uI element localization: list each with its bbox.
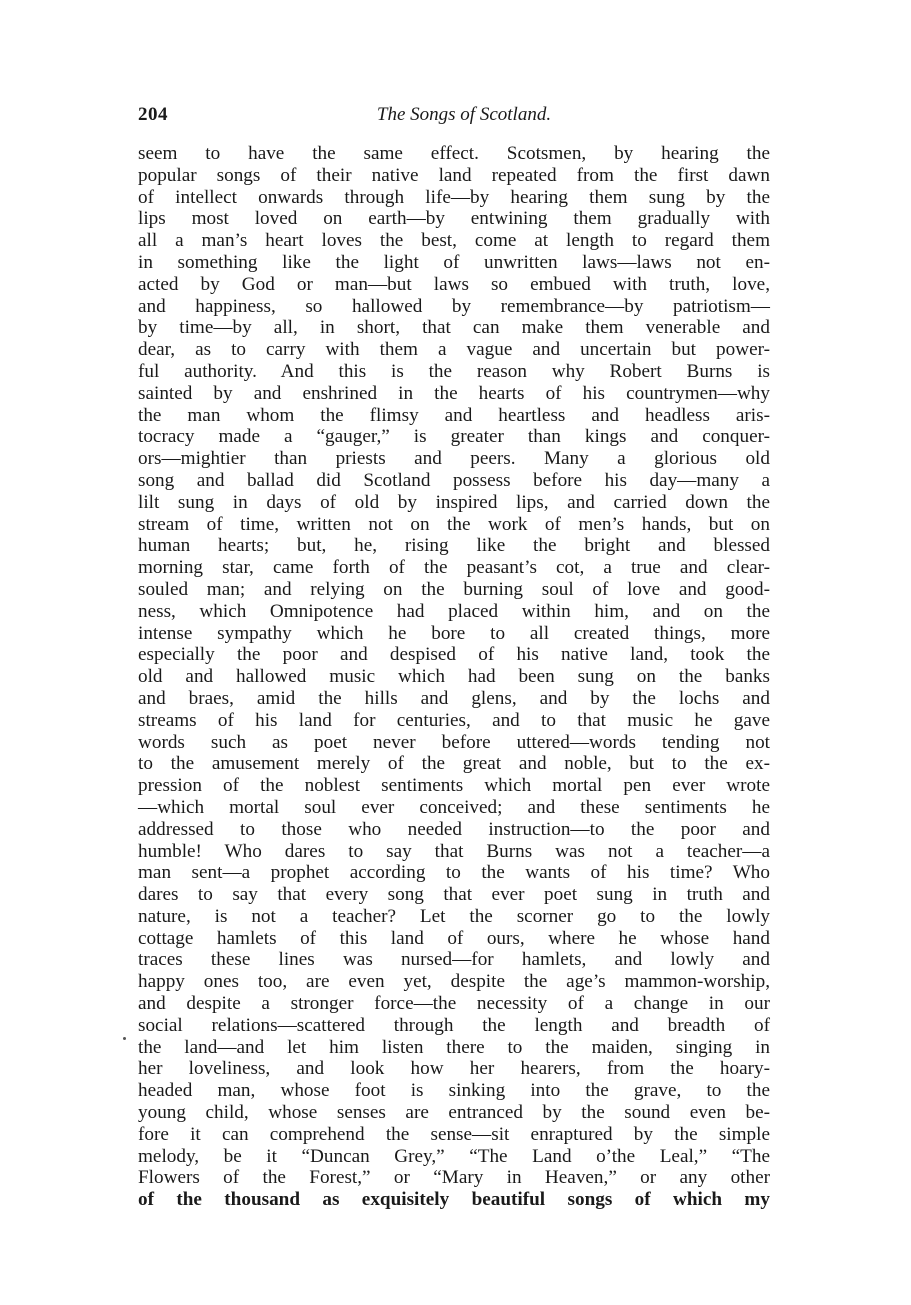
text-line: dares to say that every song that ever poet sung in truth and <box>138 884 770 906</box>
text-line: —which mortal soul ever conceived; and these sentiments he <box>138 796 770 818</box>
text-line: words such as poet never before uttered—words tending not <box>138 731 770 753</box>
text-line: by time—by all, in short, that can make them venerable and <box>138 317 770 339</box>
text-line: stream of time, written not on the work of men’s hands, but on <box>138 513 770 535</box>
text-line: of intellect onwards through life—by hearing them sung by the <box>138 186 770 208</box>
text-line: lips most loved on earth—by entwining them gradually with <box>138 208 770 230</box>
text-line: tocracy made a “gauger,” is greater than kings and conquer- <box>138 426 770 448</box>
text-line: sainted by and enshrined in the hearts of his countrymen—why <box>138 382 770 404</box>
text-line: ors—mightier than priests and peers. Many a glorious old <box>138 448 770 470</box>
text-line: streams of his land for centuries, and to that music he gave <box>138 709 770 731</box>
margin-speck <box>123 1037 126 1040</box>
text-line: her loveliness, and look how her hearers, from the hoary- <box>138 1058 770 1080</box>
text-line: morning star, came forth of the peasant’s cot, a true and clear- <box>138 557 770 579</box>
text-line: man sent—a prophet according to the wants of his time? Who <box>138 862 770 884</box>
text-line: ful authority. And this is the reason why Robert Burns is <box>138 360 770 382</box>
body-text <box>138 143 770 1211</box>
text-line: all a man’s heart loves the best, come at length to regard them <box>138 230 770 252</box>
text-line: old and hallowed music which had been sung on the banks <box>138 666 770 688</box>
text-line: cottage hamlets of this land of ours, where he whose hand <box>138 927 770 949</box>
text-line: to the amusement merely of the great and noble, but to the ex- <box>138 753 770 775</box>
text-line: of the thousand as exquisitely beautiful songs of which my <box>138 1189 770 1211</box>
page-number: 204 <box>138 104 168 125</box>
text-line: and happiness, so hallowed by remembrance—by patriotism— <box>138 295 770 317</box>
text-line: in something like the light of unwritten laws—laws not en- <box>138 251 770 273</box>
text-line: song and ballad did Scotland possess before his day—many a <box>138 469 770 491</box>
text-line: ness, which Omnipotence had placed within him, and on the <box>138 600 770 622</box>
running-head <box>138 103 770 127</box>
text-line: pression of the noblest sentiments which mortal pen ever wrote <box>138 775 770 797</box>
text-line: especially the poor and despised of his native land, took the <box>138 644 770 666</box>
text-line: souled man; and relying on the burning soul of love and good- <box>138 578 770 600</box>
text-line: humble! Who dares to say that Burns was not a teacher—a <box>138 840 770 862</box>
text-line: and despite a stronger force—the necessity of a change in our <box>138 993 770 1015</box>
running-title: The Songs of Scotland. <box>376 104 552 125</box>
text-line: human hearts; but, he, rising like the bright and blessed <box>138 535 770 557</box>
text-line: and braes, amid the hills and glens, and by the lochs and <box>138 687 770 709</box>
text-line: seem to have the same effect. Scotsmen, by hearing the <box>138 143 770 164</box>
text-line: lilt sung in days of old by inspired lips, and carried down the <box>138 491 770 513</box>
text-line: headed man, whose foot is sinking into the grave, to the <box>138 1080 770 1102</box>
text-line: fore it can comprehend the sense—sit enraptured by the simple <box>138 1123 770 1145</box>
text-line: traces these lines was nursed—for hamlets, and lowly and <box>138 949 770 971</box>
text-line: nature, is not a teacher? Let the scorner go to the lowly <box>138 905 770 927</box>
text-line: melody, be it “Duncan Grey,” “The Land o’the Leal,” “The <box>138 1145 770 1167</box>
text-line: the man whom the flimsy and heartless and headless aris- <box>138 404 770 426</box>
text-line: intense sympathy which he bore to all created things, more <box>138 622 770 644</box>
text-line: Flowers of the Forest,” or “Mary in Heaven,” or any other <box>138 1167 770 1189</box>
text-line: acted by God or man—but laws so embued with truth, love, <box>138 273 770 295</box>
text-line: addressed to those who needed instruction—to the poor and <box>138 818 770 840</box>
text-line: happy ones too, are even yet, despite the age’s mammon-worship, <box>138 971 770 993</box>
text-line: young child, whose senses are entranced by the sound even be- <box>138 1102 770 1124</box>
text-line: social relations—scattered through the length and breadth of <box>138 1014 770 1036</box>
text-line: the land—and let him listen there to the maiden, singing in <box>138 1036 770 1058</box>
text-line: dear, as to carry with them a vague and uncertain but power- <box>138 339 770 361</box>
text-line: popular songs of their native land repeated from the first dawn <box>138 164 770 186</box>
